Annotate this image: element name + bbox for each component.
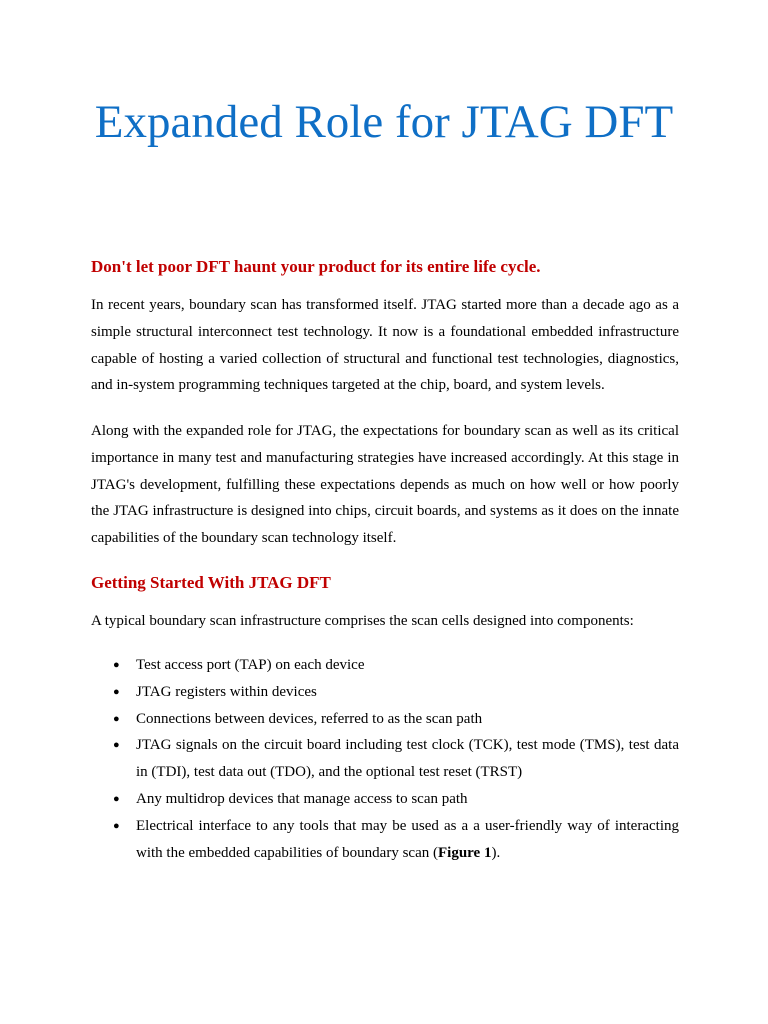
list-item <box>91 786 679 813</box>
bullet-icon: ● <box>113 659 120 671</box>
list-item <box>91 706 679 733</box>
bullet-icon: ● <box>113 712 120 725</box>
getting-started-heading: Getting Started With JTAG DFT <box>91 573 331 592</box>
intro-heading: Don't let poor DFT haunt your product for its entire life cycle. <box>91 257 541 276</box>
list-item-text: JTAG signals on the circuit board including test clock (TCK), test mode (TMS), test data in (TDI), test data out (TDO), and the optional test reset (TRST) <box>136 737 679 781</box>
list-item <box>91 652 679 679</box>
list-item-text-before: Electrical interface to any tools that may be used as a a user-friendly way of interacting with the embedded capabilities of boundary scan ( <box>136 817 679 861</box>
paragraph-expectations: Along with the expanded role for JTAG, the expectations for boundary scan as well as its critical importance in many test and manufacturing strategies have increased accordingly. At this stage in JTAG's development, fulfilling these expectations depends as much on how well or how poorly the JTAG infrastructure is designed into chips, circuit boards, and systems as it does on the innate capabilities of the boundary scan technology itself. <box>91 423 679 547</box>
list-item-text-after: ). <box>491 844 501 861</box>
bullet-icon: ● <box>113 819 120 832</box>
list-item <box>91 732 679 786</box>
infrastructure-bullet-list <box>91 652 679 866</box>
paragraph-infrastructure-intro: A typical boundary scan infrastructure comprises the scan cells designed into components: <box>91 613 634 629</box>
list-item-text: Test access port (TAP) on each device <box>136 657 365 673</box>
list-item-text: JTAG registers within devices <box>136 683 317 700</box>
bullet-icon: ● <box>113 739 120 752</box>
list-item-text: Any multidrop devices that manage access to scan path <box>136 790 468 807</box>
bullet-icon: ● <box>113 685 120 698</box>
figure-reference: Figure 1 <box>438 844 492 861</box>
bullet-icon: ● <box>113 792 120 805</box>
list-item-text: Connections between devices, referred to as the scan path <box>136 710 483 727</box>
page-title: Expanded Role for JTAG DFT <box>94 96 674 148</box>
paragraph-boundary-scan-history: In recent years, boundary scan has transformed itself. JTAG started more than a decade ago as a simple structural interconnect test technology. It now is a foundational embedded infrastructure capable of hosting a varied collection of structural and functional test technologies, diagnostics, and in-system programming techniques targeted at the chip, board, and system levels. <box>91 297 679 394</box>
list-item <box>91 813 679 867</box>
list-item <box>91 679 679 706</box>
